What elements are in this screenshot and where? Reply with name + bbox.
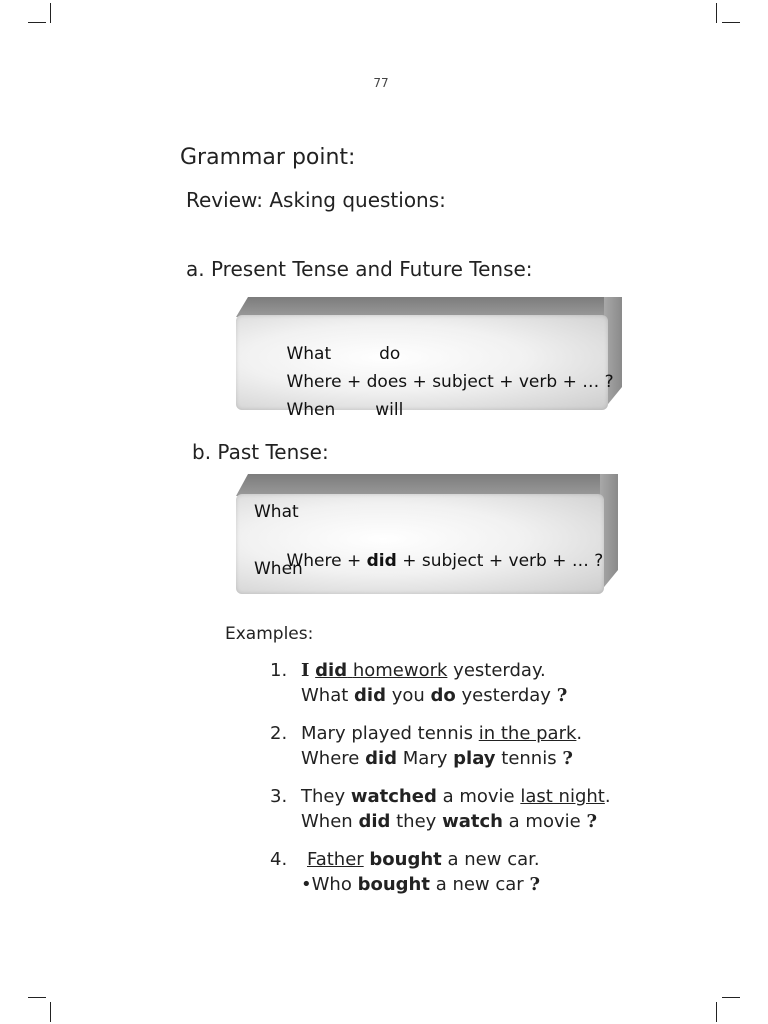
question-verb: play xyxy=(453,748,496,769)
question-verb: watch xyxy=(442,811,503,832)
page-title: Grammar point: xyxy=(180,145,356,170)
question-rest: a new car xyxy=(435,874,524,895)
underlined-object: homework xyxy=(352,660,448,681)
formula-rest: + subject + verb + … ? xyxy=(412,372,614,392)
wh-word: Where + xyxy=(286,551,362,571)
crop-mark xyxy=(50,3,51,23)
section-a-heading: a. Present Tense and Future Tense: xyxy=(186,257,533,281)
question-subject: Mary xyxy=(402,748,448,769)
example-statement xyxy=(301,658,546,683)
box-front xyxy=(236,494,604,594)
underlined-subject: Father xyxy=(307,849,364,870)
statement-verb: watched xyxy=(350,786,437,807)
question-word: What xyxy=(301,685,349,706)
statement-end: . xyxy=(604,786,611,807)
statement-subject: They xyxy=(301,786,346,807)
question-rest: tennis xyxy=(501,748,557,769)
past-formula-box xyxy=(236,474,622,596)
example-question xyxy=(301,809,597,834)
crop-mark xyxy=(50,1002,51,1022)
box-top-bevel xyxy=(236,474,618,496)
question-verb: bought xyxy=(357,874,430,895)
question-rest: a movie xyxy=(508,811,581,832)
aux-word: does xyxy=(366,372,408,392)
underlined-time: last night xyxy=(520,786,605,807)
question-mark: ? xyxy=(529,874,540,895)
statement-end: . xyxy=(576,723,583,744)
question-mark: ? xyxy=(586,811,597,832)
wh-word: When xyxy=(286,400,336,420)
example-question xyxy=(301,746,573,771)
present-future-formula-box xyxy=(236,297,624,420)
question-word: Who xyxy=(311,874,352,895)
aux-did: did xyxy=(365,748,398,769)
example-statement xyxy=(307,847,540,872)
aux-word: will xyxy=(375,400,404,420)
wh-word: Where xyxy=(286,372,342,392)
question-word: When xyxy=(301,811,353,832)
crop-mark xyxy=(722,997,740,998)
verb-did: did xyxy=(315,660,348,681)
page-subtitle: Review: Asking questions: xyxy=(186,188,446,212)
examples-label: Examples: xyxy=(225,624,314,644)
example-number: 4. xyxy=(270,849,288,870)
statement-verb: bought xyxy=(369,849,442,870)
formula-line-when: When xyxy=(254,559,303,579)
aux-did: did xyxy=(358,811,391,832)
example-question xyxy=(301,683,567,708)
example-number: 3. xyxy=(270,786,288,807)
aux-did: did xyxy=(354,685,386,706)
statement-object: a movie xyxy=(442,786,515,807)
statement-rest: yesterday. xyxy=(453,660,546,681)
section-b-heading: b. Past Tense: xyxy=(192,440,329,464)
example-statement xyxy=(301,784,611,809)
formula-line-what: What xyxy=(254,502,299,522)
example-question xyxy=(301,872,540,897)
bullet-icon: • xyxy=(301,874,312,895)
crop-mark xyxy=(716,1002,717,1022)
question-subject: you xyxy=(391,685,425,706)
example-statement xyxy=(301,721,582,746)
question-mark: ? xyxy=(556,685,568,706)
underlined-place: in the park xyxy=(478,723,577,744)
formula-line-when xyxy=(254,380,403,440)
page-number: 77 xyxy=(373,76,389,90)
crop-mark xyxy=(28,997,46,998)
example-number: 1. xyxy=(270,660,288,681)
question-rest: yesterday xyxy=(461,685,551,706)
question-verb: do xyxy=(430,685,456,706)
box-front xyxy=(236,315,614,420)
crop-mark xyxy=(716,3,717,23)
crop-mark xyxy=(28,22,46,23)
subject: I xyxy=(301,660,310,681)
wh-word: What xyxy=(286,344,332,364)
statement-rest: a new car. xyxy=(447,849,540,870)
question-mark: ? xyxy=(562,748,573,769)
formula-line-where xyxy=(254,531,603,591)
question-subject: they xyxy=(396,811,437,832)
formula-rest: + subject + verb + … ? xyxy=(402,551,604,571)
plus-sign: + xyxy=(346,372,362,392)
aux-word: do xyxy=(379,344,401,364)
crop-mark xyxy=(722,22,740,23)
box-top-bevel xyxy=(236,297,622,317)
question-word: Where xyxy=(301,748,360,769)
statement-start: Mary played tennis xyxy=(301,723,473,744)
aux-word: did xyxy=(366,551,397,571)
example-number: 2. xyxy=(270,723,288,744)
